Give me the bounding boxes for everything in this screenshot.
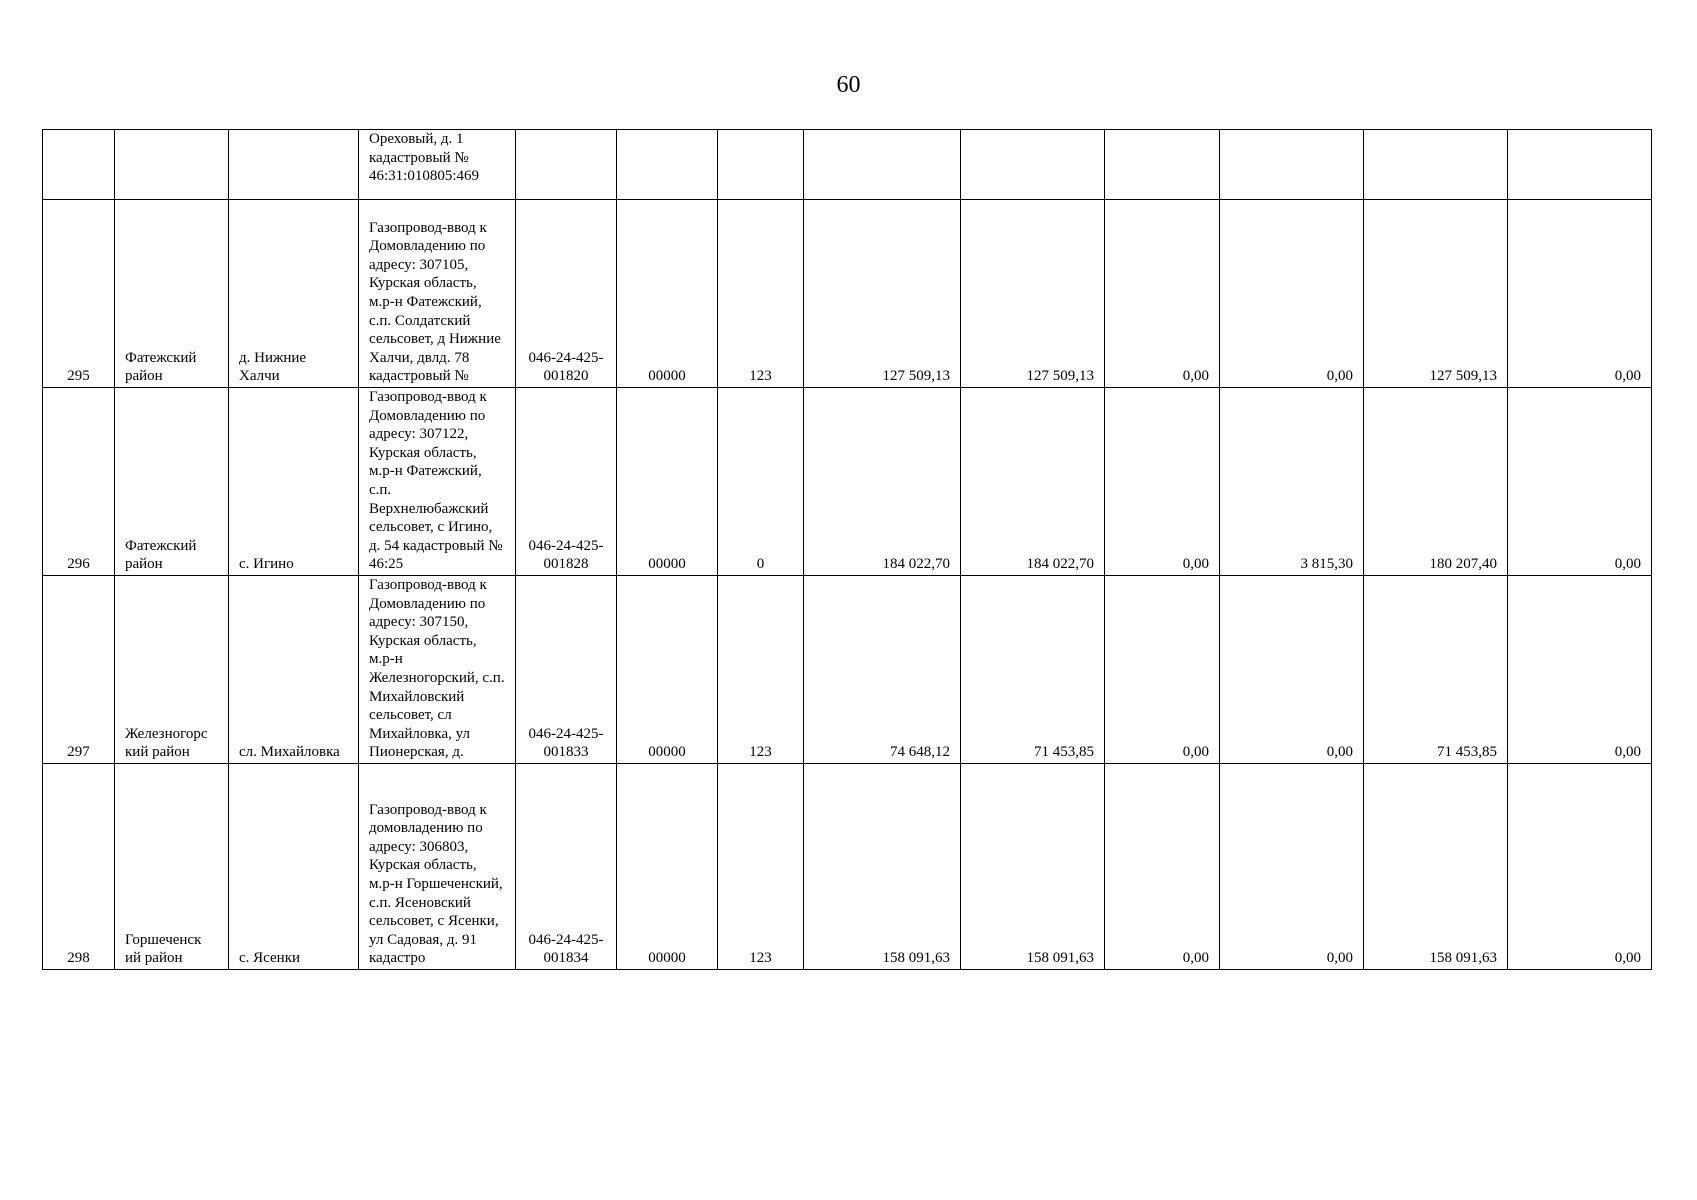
code-cell: 046-24-425-001834 (516, 764, 617, 970)
value-cell: 0,00 (1220, 764, 1364, 970)
table-row (43, 130, 1652, 200)
value-cell: 0,00 (1105, 200, 1220, 388)
code3-cell (718, 130, 804, 200)
code2-cell: 00000 (617, 764, 718, 970)
value-cell: 0,00 (1508, 200, 1652, 388)
value-cell (1220, 130, 1364, 200)
page-number: 60 (836, 72, 861, 98)
value-cell: 0,00 (1105, 576, 1220, 764)
table-row (43, 764, 1652, 970)
code2-cell: 00000 (617, 576, 718, 764)
value-cell: 158 091,63 (804, 764, 961, 970)
code2-cell (617, 130, 718, 200)
locality-cell (229, 130, 359, 200)
locality-cell: д. Нижние Халчи (229, 200, 359, 388)
district-cell: Железногорс кий район (115, 576, 229, 764)
value-cell: 0,00 (1508, 764, 1652, 970)
value-cell: 0,00 (1105, 764, 1220, 970)
value-cell: 184 022,70 (804, 388, 961, 576)
value-cell: 0,00 (1105, 388, 1220, 576)
code2-cell: 00000 (617, 388, 718, 576)
value-cell: 0,00 (1508, 576, 1652, 764)
table-row (43, 200, 1652, 388)
value-cell: 0,00 (1508, 388, 1652, 576)
value-cell (1508, 130, 1652, 200)
table-row (43, 576, 1652, 764)
address-cell: Газопровод-ввод к Домовладению по адресу: 307122, Курская область, м.р-н Фатежский, с.п. Верхнелюбажский сельсовет, с Игино, д. 54 кадастровый № 46:25 (359, 388, 516, 576)
row-number: 298 (43, 764, 115, 970)
value-cell (804, 130, 961, 200)
value-cell: 74 648,12 (804, 576, 961, 764)
value-cell: 71 453,85 (1364, 576, 1508, 764)
property-table (42, 129, 1652, 970)
row-number: 295 (43, 200, 115, 388)
value-cell: 158 091,63 (961, 764, 1105, 970)
value-cell: 0,00 (1220, 576, 1364, 764)
code3-cell: 123 (718, 200, 804, 388)
district-cell: Фатежский район (115, 388, 229, 576)
locality-cell: с. Игино (229, 388, 359, 576)
code-cell: 046-24-425-001833 (516, 576, 617, 764)
code3-cell: 123 (718, 576, 804, 764)
address-cell: Ореховый, д. 1 кадастровый № 46:31:010805:469 (359, 130, 516, 200)
value-cell (1105, 130, 1220, 200)
value-cell: 158 091,63 (1364, 764, 1508, 970)
address-cell: Газопровод-ввод к Домовладению по адресу: 307150, Курская область, м.р-н Железногорский, с.п. Михайловский сельсовет, сл Михайловка, ул Пионерская, д. (359, 576, 516, 764)
value-cell: 71 453,85 (961, 576, 1105, 764)
district-cell: Горшеченск ий район (115, 764, 229, 970)
code-cell: 046-24-425-001820 (516, 200, 617, 388)
value-cell: 184 022,70 (961, 388, 1105, 576)
value-cell: 127 509,13 (1364, 200, 1508, 388)
address-cell: Газопровод-ввод к домовладению по адресу: 306803, Курская область, м.р-н Горшеченский, с.п. Ясеновский сельсовет, с Ясенки, ул Садовая, д. 91 кадастро (359, 764, 516, 970)
address-cell: Газопровод-ввод к Домовладению по адресу: 307105, Курская область, м.р-н Фатежский, с.п. Солдатский сельсовет, д Нижние Халчи, двлд. 78 кадастровый № (359, 200, 516, 388)
code3-cell: 123 (718, 764, 804, 970)
value-cell: 127 509,13 (804, 200, 961, 388)
row-number: 297 (43, 576, 115, 764)
row-number (43, 130, 115, 200)
value-cell: 3 815,30 (1220, 388, 1364, 576)
district-cell: Фатежский район (115, 200, 229, 388)
locality-cell: сл. Михайловка (229, 576, 359, 764)
value-cell (961, 130, 1105, 200)
code-cell (516, 130, 617, 200)
value-cell (1364, 130, 1508, 200)
table-row (43, 388, 1652, 576)
value-cell: 180 207,40 (1364, 388, 1508, 576)
code-cell: 046-24-425-001828 (516, 388, 617, 576)
row-number: 296 (43, 388, 115, 576)
value-cell: 0,00 (1220, 200, 1364, 388)
district-cell (115, 130, 229, 200)
locality-cell: с. Ясенки (229, 764, 359, 970)
code2-cell: 00000 (617, 200, 718, 388)
value-cell: 127 509,13 (961, 200, 1105, 388)
code3-cell: 0 (718, 388, 804, 576)
